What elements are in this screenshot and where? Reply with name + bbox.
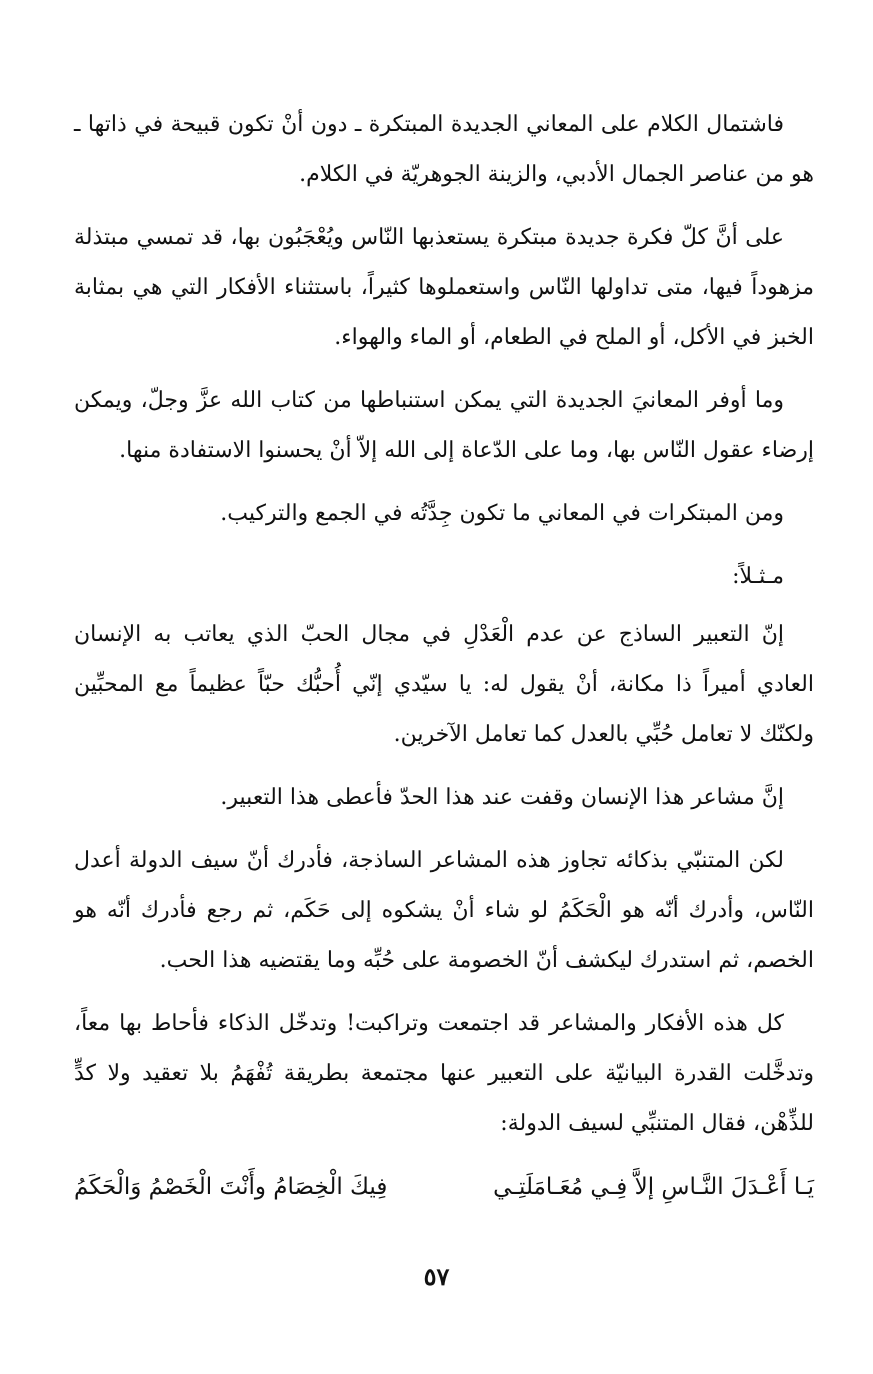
paragraph: على أنَّ كلّ فكرة جديدة مبتكرة يستعذبها النّاس ويُعْجَبُون بها، قد تمسي مبتذلة مزهوداً فيها، متى تداولها النّاس واستعملوها كثيراً، باستثناء الأفكار التي هي بمثابة الخبز في الأكل، أو الملح في الطعام، أو الماء والهواء. — [74, 225, 814, 350]
page-number: ٥٧ — [423, 1262, 450, 1291]
poetry-verse — [74, 1162, 814, 1212]
paragraph: ومن المبتكرات في المعاني ما تكون جِدَّتُه في الجمع والتركيب. — [220, 501, 784, 526]
verse-first-hemistich: يَـا أَعْـدَلَ النَّـاسِ إلاَّ فِـي مُعَـامَلَتِـي — [493, 1174, 814, 1200]
paragraph: كل هذه الأفكار والمشاعر قد اجتمعت وتراكبت! وتدخّل الذكاء فأحاط بها معاً، وتدخَّلت القدرة البيانيّة على التعبير عنها مجتمعة بطريقة تُفْهَمُ بلا تعقيد ولا كدٍّ للذِّهْن، فقال المتنبِّي لسيف الدولة: — [74, 1011, 814, 1136]
paragraph: إنَّ مشاعر هذا الإنسان وقفت عند هذا الحدّ فأعطى هذا التعبير. — [220, 785, 784, 810]
paragraph: لكن المتنبّي بذكائه تجاوز هذه المشاعر الساذجة، فأدرك أنّ سيف الدولة أعدل النّاس، وأدرك أنّه هو الْحَكَمُ لو شاء أنْ يشكوه إلى حَكَم، ثم رجع فأدرك أنّه هو الخصم، ثم استدرك ليكشف أنّ الخصومة على حُبِّه وما يقتضيه هذا الحب. — [74, 848, 814, 973]
paragraph: فاشتمال الكلام على المعاني الجديدة المبتكرة ـ دون أنْ تكون قبيحة في ذاتها ـ هو من عناصر الجمال الأدبي، والزينة الجوهريّة في الكلام. — [74, 112, 814, 187]
example-heading: مـثـلاً: — [732, 564, 784, 589]
paragraph: إنّ التعبير الساذج عن عدم الْعَدْلِ في مجال الحبّ الذي يعاتب به الإنسان العادي أميراً ذا مكانة، أنْ يقول له: يا سيّدي إنّي أُحبُّك حبّاً عظيماً مع المحبِّين ولكنّك لا تعامل حُبِّي بالعدل كما تعامل الآخرين. — [74, 622, 814, 747]
page-body — [74, 100, 814, 1212]
verse-second-hemistich: فِيكَ الْخِصَامُ وأَنْتَ الْخَصْمُ وَالْحَكَمُ — [74, 1174, 388, 1200]
paragraph: وما أوفر المعانيَ الجديدة التي يمكن استنباطها من كتاب الله عزَّ وجلّ، ويمكن إرضاء عقول النّاس بها، وما على الدّعاة إلى الله إلاّ أنْ يحسنوا الاستفادة منها. — [74, 388, 814, 463]
